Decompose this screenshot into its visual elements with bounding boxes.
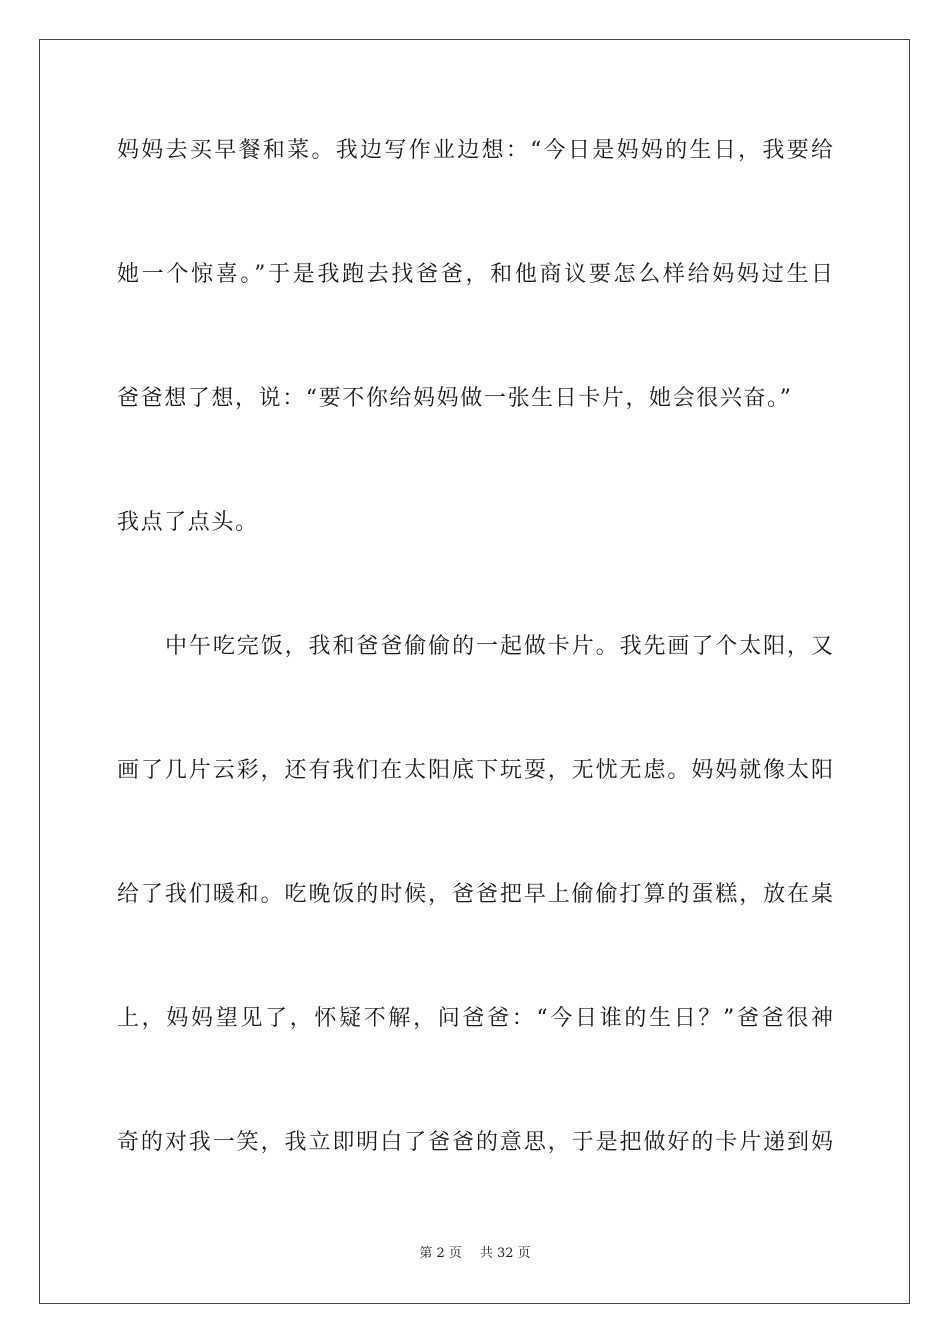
page-footer xyxy=(0,1245,950,1263)
text-line-6: 画了几片云彩，还有我们在太阳底下玩耍，无忧无虑。妈妈就像太阳 xyxy=(117,758,833,783)
page-border xyxy=(39,39,910,1304)
text-line-2: 她一个惊喜。”于是我跑去找爸爸，和他商议要怎么样给妈妈过生日 xyxy=(117,262,833,287)
page-number: 第 2 页 xyxy=(419,1246,462,1261)
text-line-1: 妈妈去买早餐和菜。我边写作业边想：“今日是妈妈的生日，我要给 xyxy=(117,138,833,163)
text-line-4: 我点了点头。 xyxy=(117,510,259,535)
text-line-9: 奇的对我一笑，我立即明白了爸爸的意思，于是把做好的卡片递到妈 xyxy=(117,1130,833,1155)
text-line-5: 中午吃完饭，我和爸爸偷偷的一起做卡片。我先画了个太阳，又 xyxy=(165,634,833,659)
text-line-7: 给了我们暖和。吃晚饭的时候，爸爸把早上偷偷打算的蛋糕，放在桌 xyxy=(117,882,833,907)
page-total: 共 32 页 xyxy=(479,1246,531,1261)
text-line-8: 上，妈妈望见了，怀疑不解，问爸爸：“今日谁的生日？”爸爸很神 xyxy=(117,1006,833,1031)
text-line-3: 爸爸想了想，说：“要不你给妈妈做一张生日卡片，她会很兴奋。” xyxy=(117,386,793,411)
